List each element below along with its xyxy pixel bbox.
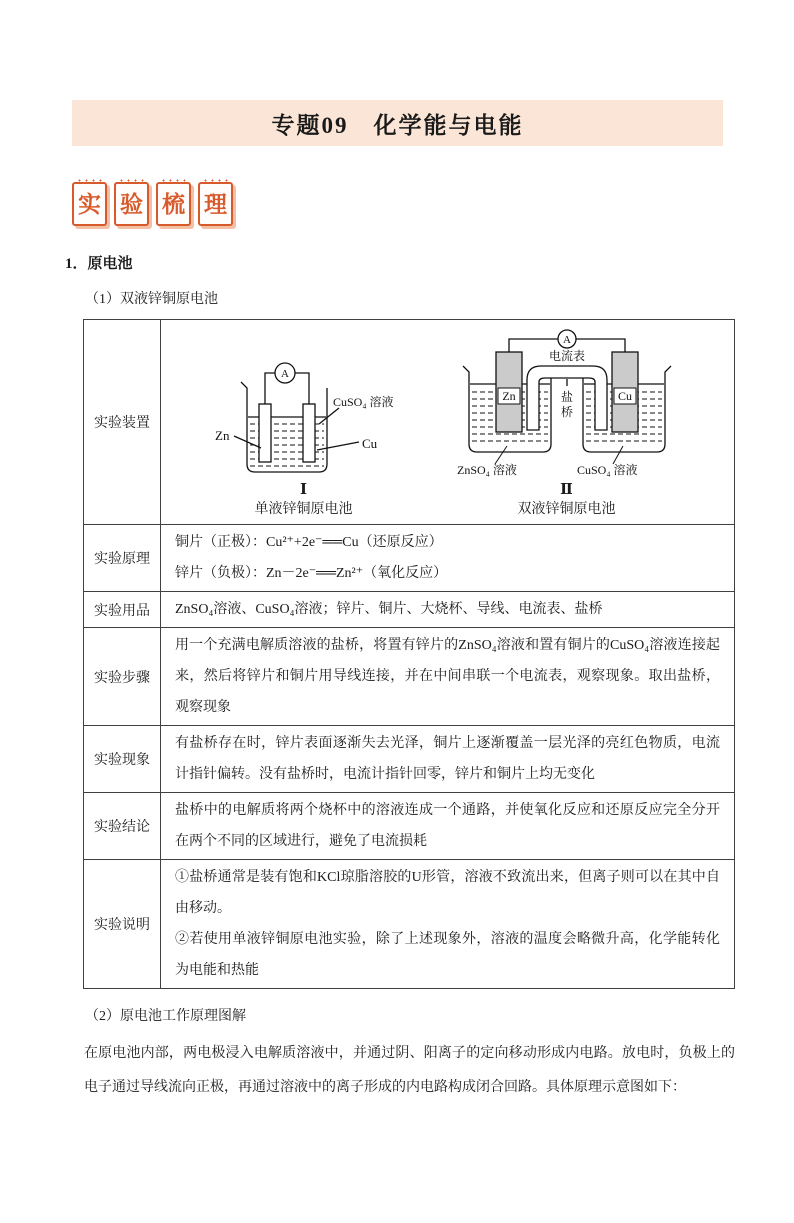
figure-numeral: Ⅰ xyxy=(299,482,308,498)
right-solution-label: CuSO₄ 溶液 xyxy=(576,463,638,477)
figure-caption: 双液锌铜原电池 xyxy=(517,502,616,517)
title-banner xyxy=(72,100,723,146)
anode-reaction: 锌片（负极）：Zn－2e⁻══Zn²⁺（氧化反应） xyxy=(175,566,448,581)
row-label: 实验原理 xyxy=(84,525,161,592)
figure-single-liquid-cell xyxy=(209,360,399,520)
row-label: 实验现象 xyxy=(84,726,161,793)
table-row xyxy=(84,793,735,860)
copper-label: Cu xyxy=(617,389,632,403)
conclusion-text: 盐桥中的电解质将两个烧杯中的溶液连成一个通路，并使氧化反应和还原反应完全分开在两个不同的区域进行，避免了电流损耗 xyxy=(175,803,720,849)
solution-label: CuSO₄ 溶液 xyxy=(332,395,394,409)
principle-paragraph: 在原电池内部，两电极浸入电解质溶液中，并通过阴、阳离子的定向移动形成内电路。放电时，负极上的电子通过导线流向正极，再通过溶液中的离子形成的内电路构成闭合回路。具体原理示意图如下： xyxy=(84,1046,735,1095)
steps-text: 用一个充满电解质溶液的盐桥，将置有锌片的ZnSO₄溶液和置有铜片的CuSO₄溶液连接起来，然后将锌片和铜片用导线连接，并在中间串联一个电流表，观察现象。取出盐桥，观察现象 xyxy=(175,638,720,715)
row-label: 实验结论 xyxy=(84,793,161,860)
row-label: 实验装置 xyxy=(84,320,161,525)
table-row xyxy=(84,628,735,726)
zinc-label: Zn xyxy=(214,428,229,443)
figure-numeral: Ⅱ xyxy=(560,482,573,498)
single-cell-diagram xyxy=(209,360,399,478)
row-label: 实验用品 xyxy=(84,592,161,628)
zinc-electrode xyxy=(259,404,271,462)
ammeter-name-label: 电流表 xyxy=(548,349,585,363)
stamp-char-icon xyxy=(198,182,233,226)
experiment-table xyxy=(83,319,735,989)
apparatus-diagrams xyxy=(175,322,720,522)
table-row xyxy=(84,525,735,592)
stamp-char-icon xyxy=(156,182,191,226)
subsection-heading-working-principle: （2）原电池工作原理图解 xyxy=(85,1009,246,1024)
stamp-char-icon xyxy=(114,182,149,226)
table-row xyxy=(84,726,735,793)
supplies-text: ZnSO₄溶液、CuSO₄溶液；锌片、铜片、大烧杯、导线、电流表、盐桥 xyxy=(175,602,603,617)
note-2: ②若使用单液锌铜原电池实验，除了上述现象外，溶液的温度会略微升高，化学能转化为电能和热能 xyxy=(175,932,720,978)
copper-electrode xyxy=(303,404,315,462)
copper-label: Cu xyxy=(361,436,377,451)
stamp-char: 验 xyxy=(120,191,143,217)
note-1: ①盐桥通常是装有饱和KCl琼脂溶胶的U形管，溶液不致流出来，但离子则可以在其中自由移动。 xyxy=(175,870,720,916)
phenomena-text: 有盐桥存在时，锌片表面逐渐失去光泽，铜片上逐渐覆盖一层光泽的亮红色物质，电流计指针偏转。没有盐桥时，电流计指针回零，锌片和铜片上均无变化 xyxy=(175,736,720,782)
stamp-char: 梳 xyxy=(162,191,185,217)
zinc-label: Zn xyxy=(501,389,516,403)
row-label: 实验说明 xyxy=(84,860,161,989)
row-label: 实验步骤 xyxy=(84,628,161,726)
salt-bridge-label-char1: 盐 xyxy=(560,390,573,404)
experiment-review-stamp xyxy=(72,182,794,226)
ammeter-letter: A xyxy=(562,334,571,346)
salt-bridge-label-char2: 桥 xyxy=(560,405,573,419)
cathode-reaction: 铜片（正极）：Cu²⁺+2e⁻══Cu（还原反应） xyxy=(175,535,443,550)
table-row xyxy=(84,320,735,525)
ammeter-letter: A xyxy=(280,368,289,380)
table-row xyxy=(84,592,735,628)
stamp-char: 实 xyxy=(78,191,101,217)
stamp-char-icon xyxy=(72,182,107,226)
double-cell-diagram xyxy=(447,326,687,478)
stamp-char: 理 xyxy=(204,191,227,217)
left-solution-label: ZnSO₄ 溶液 xyxy=(456,463,517,477)
figure-double-liquid-cell xyxy=(447,326,687,520)
table-row xyxy=(84,860,735,989)
figure-caption: 单液锌铜原电池 xyxy=(254,502,353,517)
subsection-heading-double-liquid-cell: （1）双液锌铜原电池 xyxy=(85,292,218,307)
page-title: 专题09 化学能与电能 xyxy=(271,112,524,138)
section-heading-primary-cell: 1．原电池 xyxy=(65,256,133,272)
